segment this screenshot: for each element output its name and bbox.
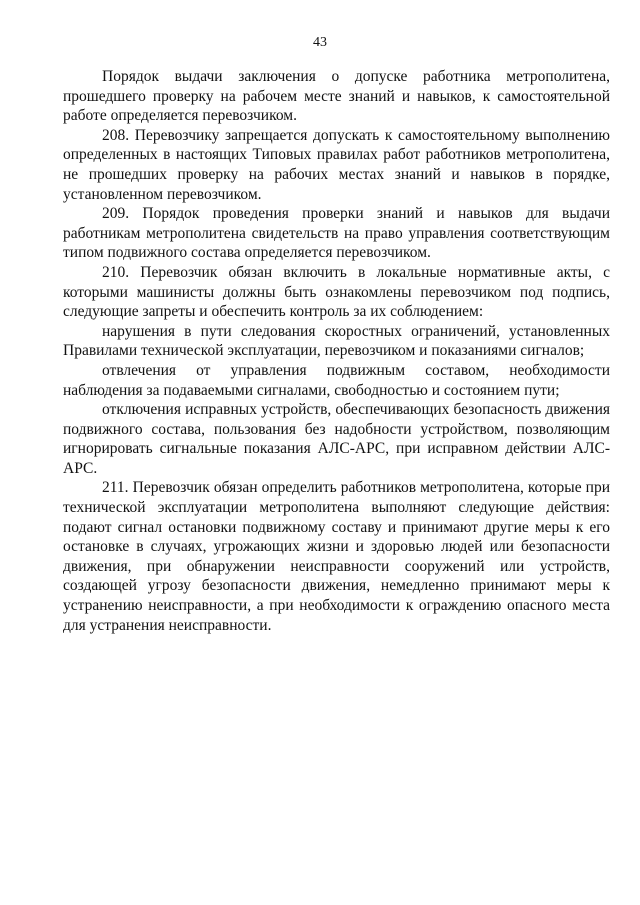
paragraph-210: 210. Перевозчик обязан включить в локальные нормативные акты, с которыми машинисты должны быть ознакомлены перевозчиком под подпись, следующие запреты и обеспечить контроль за их соблюдением:	[63, 263, 610, 321]
list-item-speed-limits: нарушения в пути следования скоростных ограничений, установленных Правилами технической эксплуатации, перевозчиком и показаниями сигналов;	[63, 322, 610, 360]
paragraph-208: 208. Перевозчику запрещается допускать к самостоятельному выполнению определенных в настоящих Типовых правилах работ работников метрополитена, не прошедших проверку на рабочих местах знаний и навыков в порядке, установленном перевозчиком.	[63, 126, 610, 203]
list-item-distraction: отвлечения от управления подвижным составом, необходимости наблюдения за подаваемыми сигналами, свободностью и состоянием пути;	[63, 361, 610, 399]
paragraph-209: 209. Порядок проведения проверки знаний и навыков для выдачи работникам метрополитена свидетельств на право управления соответствующим типом подвижного состава определяется перевозчиком.	[63, 205, 610, 262]
list-item-safety-devices: отключения исправных устройств, обеспечивающих безопасность движения подвижного состава, пользования без надобности устройством, позволяющим игнорировать сигнальные показания АЛС-АРС, при исправном действии АЛС-АРС.	[63, 401, 610, 477]
document-body	[63, 67, 610, 635]
page-number: 43	[313, 35, 327, 50]
paragraph-211: 211. Перевозчик обязан определить работников метрополитена, которые при технической эксплуатации метрополитена выполняют следующие действия: подают сигнал остановки подвижному составу и принимают другие меры к его остановке в случаях, угрожающих жизни и здоровью людей или безопасности движения, при обнаружении неисправности сооружений или устройств, создающей угрозу безопасности движения, немедленно принимают меры к устранению неисправности, а при необходимости к ограждению опасного места для устранения неисправности.	[63, 479, 610, 634]
paragraph-conclusion-order: Порядок выдачи заключения о допуске работника метрополитена, прошедшего проверку на рабочем месте знаний и навыков, к самостоятельной работе определяется перевозчиком.	[63, 68, 610, 125]
